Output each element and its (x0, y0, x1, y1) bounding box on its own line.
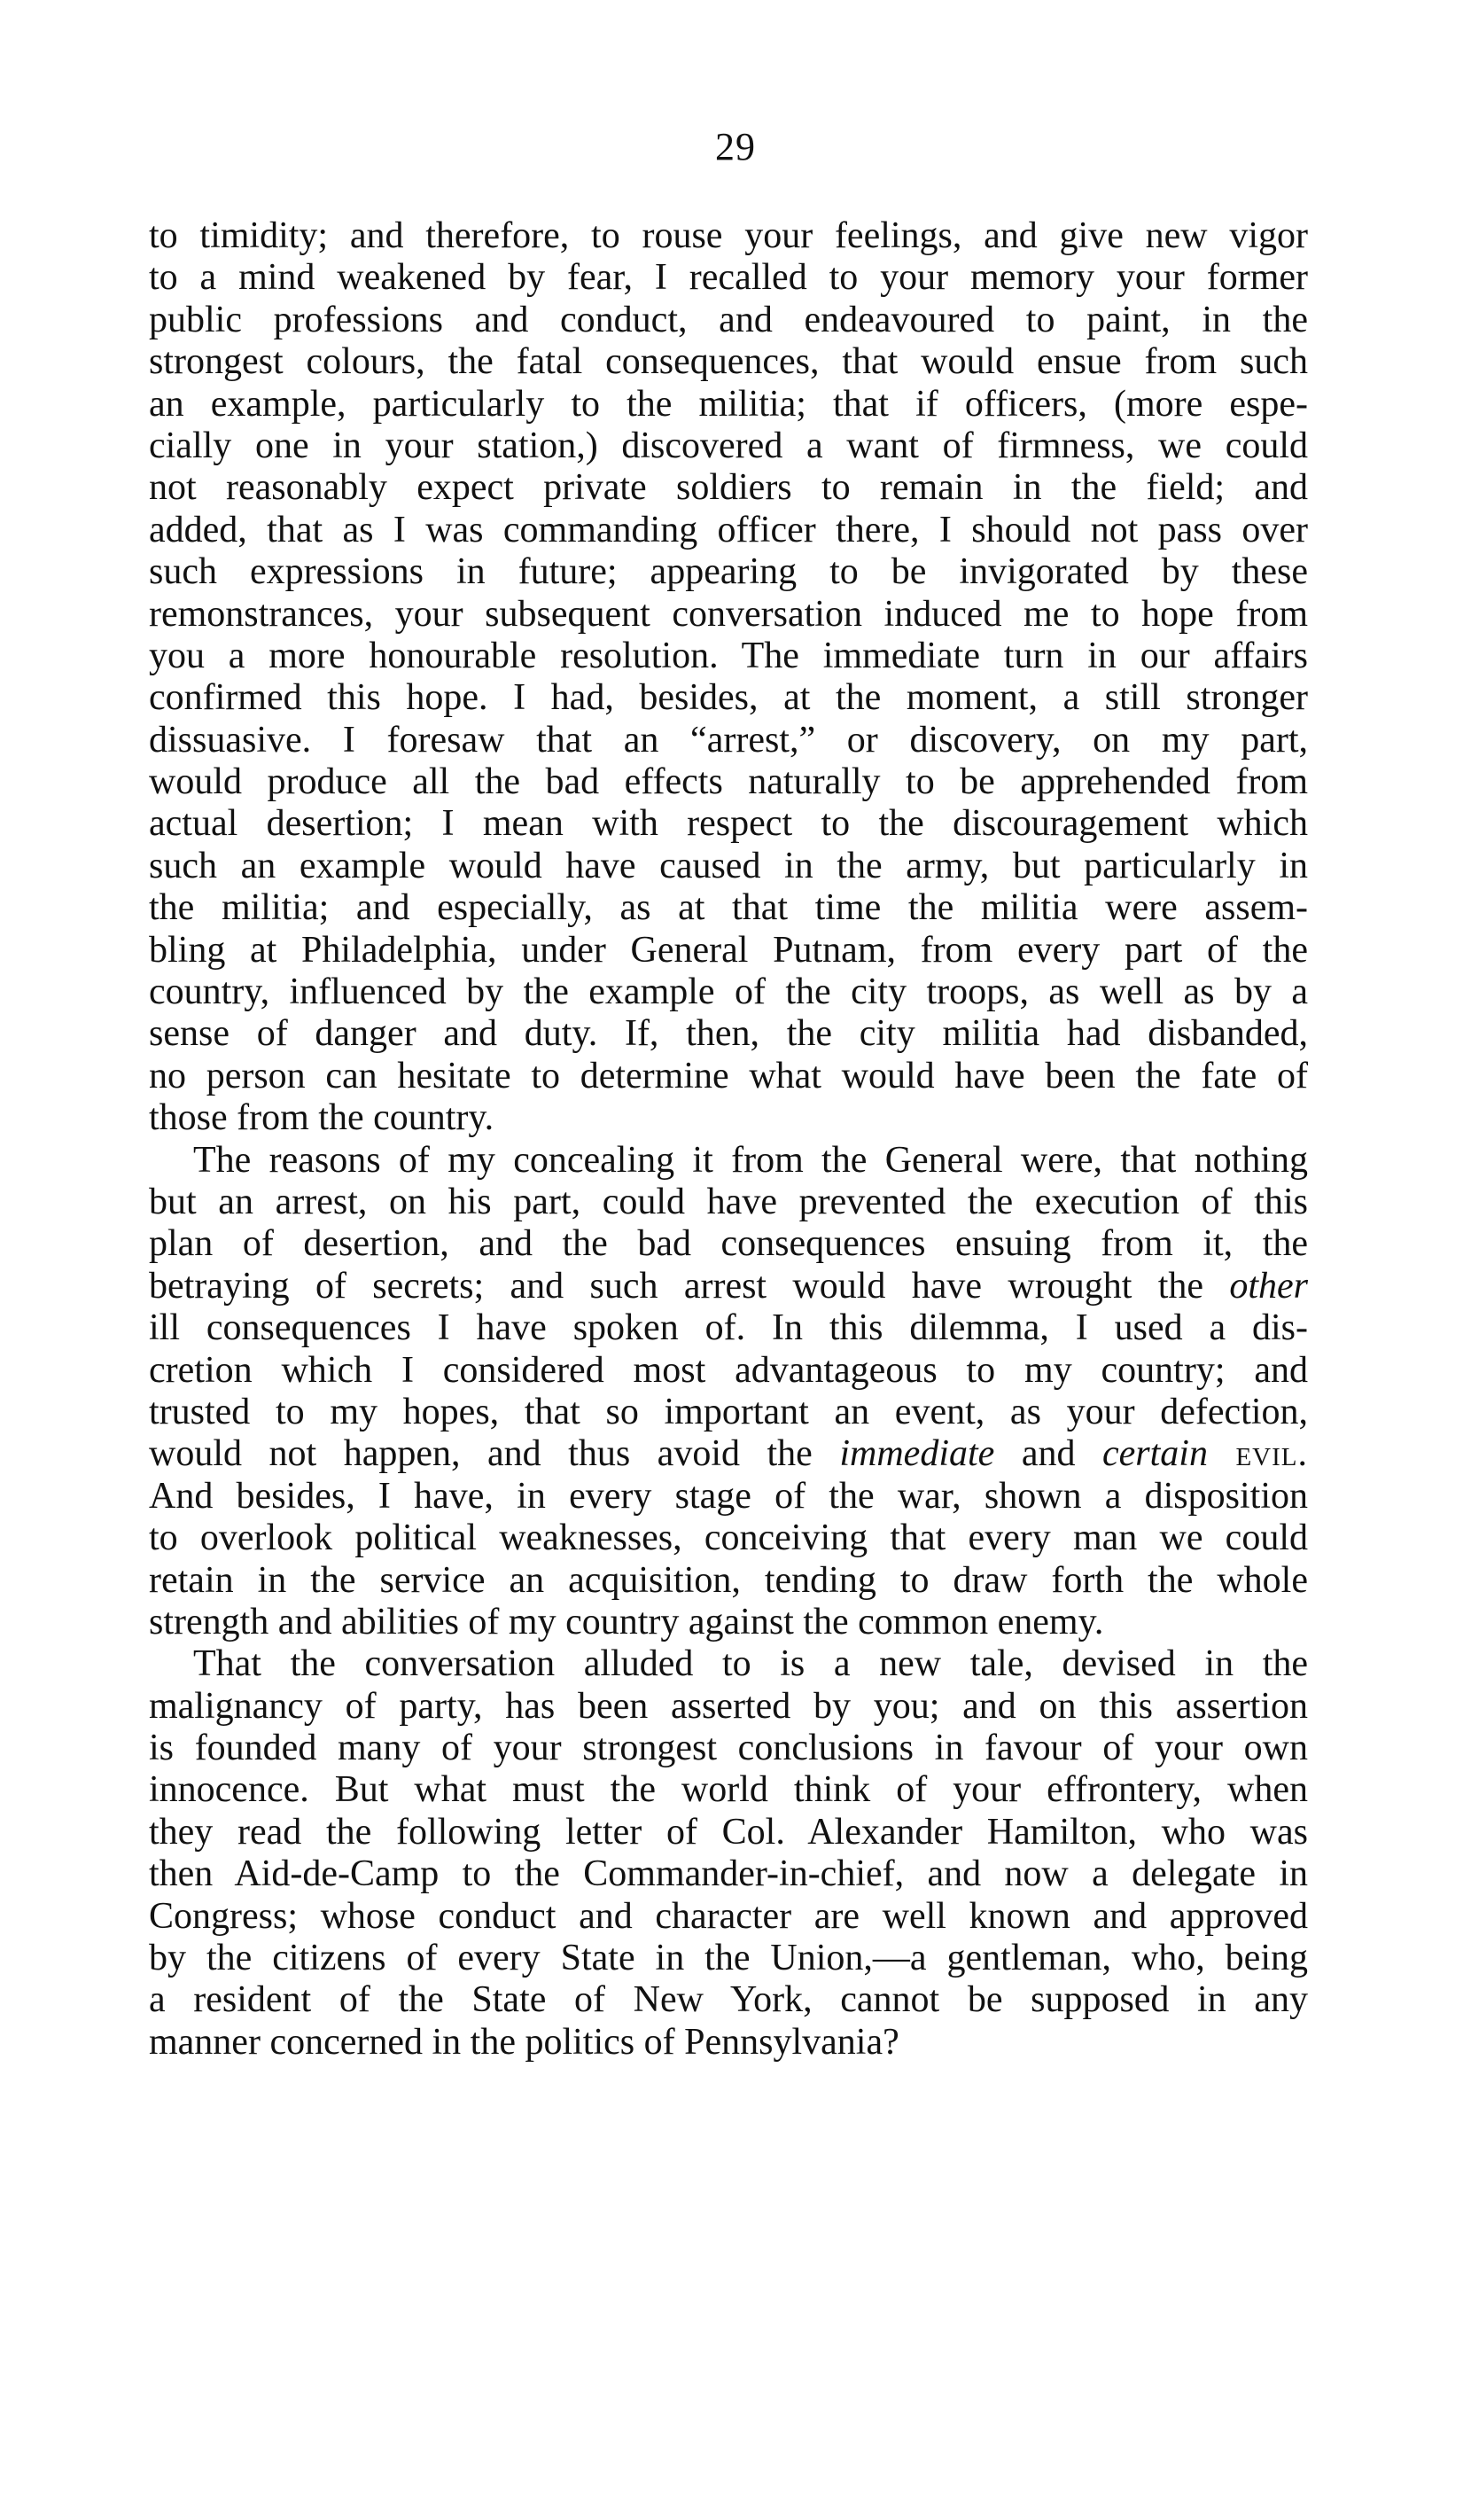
text-line: a resident of the State of New York, cannot be supposed in any (149, 1979, 1308, 2021)
text-line: to overlook political weaknesses, conceiving that every man we could (149, 1517, 1308, 1559)
text-line: country, influenced by the example of the city troops, as well as by a (149, 971, 1308, 1013)
text-line: no person can hesitate to determine what would have been the fate of (149, 1055, 1308, 1096)
text-line: not reasonably expect private soldiers to remain in the field; and (149, 467, 1308, 509)
text-line: dissuasive. I foresaw that an “arrest,” or discovery, on my part, (149, 719, 1308, 761)
text-line: strength and abilities of my country against the common enemy. (149, 1601, 1104, 1642)
text-line: That the conversation alluded to is a new tale, devised in the (193, 1643, 1308, 1685)
text-line: confirmed this hope. I had, besides, at the moment, a still stronger (149, 677, 1308, 719)
text-line: to timidity; and therefore, to rouse your feelings, and give new vigor (149, 215, 1308, 256)
text-line: remonstrances, your subsequent conversation induced me to hope from (149, 593, 1308, 635)
text-line: you a more honourable resolution. The immediate turn in our affairs (149, 635, 1308, 676)
small-caps-text: evil. (1207, 1433, 1308, 1475)
text-line: the militia; and especially, as at that time the militia were assem- (149, 887, 1308, 929)
italic-text: immediate (839, 1433, 995, 1475)
text-line: retain in the service an acquisition, tending to draw forth the whole (149, 1559, 1308, 1601)
text-line: but an arrest, on his part, could have prevented the execution of this (149, 1181, 1308, 1222)
text-line: ill consequences I have spoken of. In this dilemma, I used a dis- (149, 1307, 1308, 1349)
text-line: those from the country. (149, 1097, 494, 1139)
text-line: actual desertion; I mean with respect to the discouragement which (149, 803, 1308, 845)
text-run: betraying of secrets; and such arrest would have wrought the (149, 1265, 1230, 1307)
text-line (149, 1266, 1308, 1307)
text-line: And besides, I have, in every stage of the war, shown a disposition (149, 1475, 1308, 1517)
text-line: such an example would have caused in the army, but particularly in (149, 845, 1308, 886)
text-run: and (994, 1433, 1102, 1475)
text-line: public professions and conduct, and endeavoured to paint, in the (149, 299, 1308, 340)
text-line: such expressions in future; appearing to be invigorated by these (149, 551, 1308, 593)
text-line: cretion which I considered most advantageous to my country; and (149, 1349, 1308, 1391)
text-line (149, 1433, 1308, 1475)
text-run: would not happen, and thus avoid the (149, 1433, 840, 1475)
body-text (149, 215, 1308, 2064)
text-line: added, that as I was commanding officer there, I should not pass over (149, 509, 1308, 550)
page-number: 29 (715, 125, 756, 168)
italic-text: other (1229, 1265, 1308, 1307)
paragraph-2 (149, 1140, 1308, 1644)
text-line: Congress; whose conduct and character are well known and approved (149, 1895, 1308, 1937)
text-line: manner concerned in the politics of Pennsylvania? (149, 2021, 899, 2063)
text-line: would produce all the bad effects naturally to be apprehended from (149, 761, 1308, 803)
text-line: The reasons of my concealing it from the General were, that nothing (193, 1139, 1308, 1181)
text-line: malignancy of party, has been asserted by you; and on this assertion (149, 1685, 1308, 1727)
paragraph-3 (149, 1643, 1308, 2064)
text-line: strongest colours, the fatal consequences, that would ensue from such (149, 341, 1308, 383)
text-line: then Aid-de-Camp to the Commander-in-chief, and now a delegate in (149, 1853, 1308, 1895)
text-line: is founded many of your strongest conclusions in favour of your own (149, 1728, 1308, 1769)
text-line: by the citizens of every State in the Union,—a gentleman, who, being (149, 1938, 1308, 1979)
text-line: bling at Philadelphia, under General Putnam, from every part of the (149, 929, 1308, 971)
text-line: an example, particularly to the militia; that if officers, (more espe- (149, 383, 1308, 425)
text-line: they read the following letter of Col. Alexander Hamilton, who was (149, 1811, 1308, 1853)
text-line: sense of danger and duty. If, then, the city militia had disbanded, (149, 1013, 1308, 1055)
text-line: plan of desertion, and the bad consequences ensuing from it, the (149, 1223, 1308, 1265)
paragraph-1 (149, 215, 1308, 1140)
text-line: innocence. But what must the world think of your effrontery, when (149, 1769, 1308, 1811)
text-line: cially one in your station,) discovered a want of firmness, we could (149, 425, 1308, 466)
text-line: to a mind weakened by fear, I recalled to your memory your former (149, 257, 1308, 299)
italic-text: certain (1101, 1433, 1208, 1475)
text-line: trusted to my hopes, that so important an event, as your defection, (149, 1391, 1308, 1432)
